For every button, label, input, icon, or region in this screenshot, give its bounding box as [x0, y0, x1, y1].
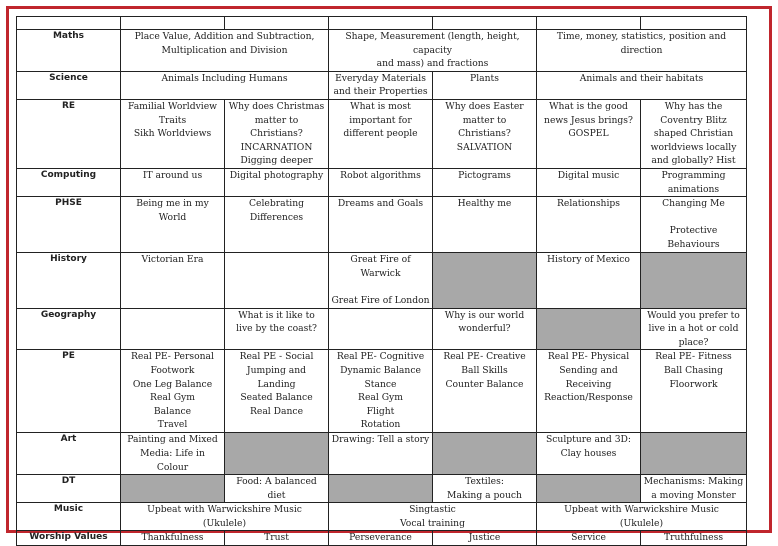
topic-cell [225, 308, 329, 350]
header-cell [537, 17, 641, 30]
header-cell [121, 17, 225, 30]
header-cell [17, 17, 121, 30]
subject-label: History [17, 253, 121, 308]
curriculum-table-body [17, 17, 747, 546]
shaded-cell [537, 308, 641, 350]
topic-text: Real PE- Physical Sending and Receiving Reaction/Response [544, 351, 633, 404]
topic-cell [641, 168, 747, 196]
topic-text: Changing Me Protective Behaviours [662, 198, 725, 250]
topic-cell [225, 168, 329, 196]
topic-cell [329, 30, 537, 72]
shaded-cell [641, 253, 747, 308]
topic-cell [641, 350, 747, 433]
topic-text: What is it like to live by the coast? [236, 309, 317, 335]
topic-text: Real PE- Fitness Ball Chasing Floorwork [655, 351, 732, 390]
topic-cell [329, 350, 433, 433]
topic-cell [225, 531, 329, 546]
subject-label: Computing [17, 168, 121, 196]
shaded-cell [641, 433, 747, 475]
topic-cell [121, 253, 225, 308]
topic-text: Celebrating Differences [248, 198, 305, 223]
shaded-cell [537, 475, 641, 503]
topic-text: Food: A balanced diet [236, 476, 317, 501]
topic-cell [329, 99, 433, 168]
topic-cell [641, 531, 747, 546]
topic-cell [537, 433, 641, 475]
topic-text: Truthfulness [663, 532, 724, 544]
topic-cell [225, 253, 329, 308]
topic-text: Painting and Mixed Media: Life in Colour [127, 434, 218, 473]
subject-label: Music [17, 503, 121, 531]
topic-cell [537, 71, 747, 99]
topic-cell [433, 71, 537, 99]
curriculum-table [16, 16, 747, 546]
topic-text: Healthy me [457, 198, 512, 210]
topic-cell [433, 531, 537, 546]
subject-label: Worship Values [17, 531, 121, 546]
topic-cell [537, 168, 641, 196]
topic-cell [641, 197, 747, 253]
topic-text: History of Mexico [547, 254, 630, 266]
topic-cell [641, 475, 747, 503]
table-row [17, 308, 747, 350]
topic-text: Familial Worldview Traits Sikh Worldviews [127, 100, 218, 140]
table-row [17, 168, 747, 196]
topic-cell [433, 350, 537, 433]
subject-label: Art [17, 433, 121, 475]
subject-label: PE [17, 350, 121, 433]
shaded-cell [433, 433, 537, 475]
subject-label: Geography [17, 308, 121, 350]
topic-text: Plants [470, 72, 499, 84]
topic-cell [121, 503, 329, 531]
topic-cell [329, 531, 433, 546]
topic-cell [121, 168, 225, 196]
topic-text: Trust [264, 532, 289, 544]
topic-text: Why does Christmas matter to Christians? INCARNATION Digging deeper [228, 100, 325, 167]
table-row [17, 433, 747, 475]
subject-label: Maths [17, 30, 121, 72]
topic-cell [433, 168, 537, 196]
topic-text: Would you prefer to live in a hot or cold place? [647, 309, 740, 348]
topic-text: Relationships [556, 198, 621, 210]
topic-text: Dreams and Goals [337, 198, 424, 210]
topic-cell [641, 308, 747, 350]
header-cell [641, 17, 747, 30]
topic-cell [121, 433, 225, 475]
topic-text: IT around us [142, 169, 203, 181]
topic-text: Real PE- Personal Footwork One Leg Balance Real Gym Balance Travel [131, 351, 214, 431]
topic-text: Drawing: Tell a story [331, 434, 430, 446]
topic-cell [329, 433, 433, 475]
topic-cell [329, 197, 433, 253]
topic-text: Everyday Materials and their Properties [333, 72, 428, 98]
topic-text: Why has the Coventry Blitz shaped Christian worldviews locally and globally? Hist [650, 100, 737, 167]
topic-cell [433, 308, 537, 350]
topic-cell [537, 503, 747, 531]
topic-text: Why does Easter matter to Christians? SALVATION [445, 100, 524, 153]
header-cell [225, 17, 329, 30]
topic-text: Being me in my World [136, 198, 209, 223]
topic-text: Animals Including Humans [161, 72, 288, 84]
shaded-cell [433, 253, 537, 308]
topic-cell [329, 503, 537, 531]
subject-label: RE [17, 99, 121, 168]
topic-text: What is the good news Jesus brings? GOSPEL [544, 100, 633, 140]
topic-cell [329, 308, 433, 350]
topic-cell [329, 168, 433, 196]
topic-text: Textiles: Making a pouch [447, 476, 522, 501]
subject-label: PHSE [17, 197, 121, 253]
topic-cell [537, 253, 641, 308]
topic-cell [225, 197, 329, 253]
topic-cell [121, 71, 329, 99]
table-row [17, 475, 747, 503]
topic-text: Animals and their habitats [579, 72, 704, 84]
topic-cell [121, 308, 225, 350]
topic-cell [433, 475, 537, 503]
topic-cell [537, 350, 641, 433]
topic-text: Why is our world wonderful? [444, 309, 525, 335]
shaded-cell [225, 433, 329, 475]
topic-cell [225, 99, 329, 168]
topic-text: Victorian Era [141, 254, 204, 266]
topic-text: Time, money, statistics, position and direction [556, 31, 727, 56]
topic-text: Great Fire of Warwick Great Fire of London [331, 254, 430, 306]
header-row [17, 17, 747, 30]
topic-text: Thankfulness [141, 532, 204, 544]
topic-text: Robot algorithms [340, 169, 421, 181]
topic-cell [225, 475, 329, 503]
table-row [17, 30, 747, 72]
topic-cell [121, 99, 225, 168]
topic-text: Real PE - Social Jumping and Landing Seated Balance Real Dance [239, 351, 314, 417]
topic-cell [121, 197, 225, 253]
header-cell [329, 17, 433, 30]
topic-cell [121, 350, 225, 433]
topic-text: Singtastic Vocal training [400, 504, 465, 529]
topic-cell [433, 197, 537, 253]
table-row [17, 350, 747, 433]
topic-cell [537, 99, 641, 168]
topic-cell [537, 30, 747, 72]
topic-text: Upbeat with Warwickshire Music (Ukulele) [564, 504, 719, 529]
topic-cell [225, 350, 329, 433]
topic-text: Mechanisms: Making a moving Monster [643, 476, 744, 501]
topic-text: What is most important for different people [343, 100, 418, 140]
subject-label: DT [17, 475, 121, 503]
header-cell [433, 17, 537, 30]
topic-cell [121, 30, 329, 72]
topic-text: Upbeat with Warwickshire Music (Ukulele) [147, 504, 302, 529]
topic-cell [329, 71, 433, 99]
topic-cell [121, 531, 225, 546]
topic-text: Service [571, 532, 606, 544]
topic-cell [329, 253, 433, 308]
topic-text: Pictograms [458, 169, 511, 181]
topic-text: Digital music [557, 169, 620, 181]
topic-cell [537, 531, 641, 546]
topic-text: Real PE- Cognitive Dynamic Balance Stance Real Gym Flight Rotation [336, 351, 425, 431]
table-row [17, 197, 747, 253]
topic-text: Programming animations [661, 169, 726, 195]
table-row [17, 71, 747, 99]
topic-text: Digital photography [229, 169, 324, 181]
topic-text: Real PE- Creative Ball Skills Counter Balance [443, 351, 526, 390]
shaded-cell [121, 475, 225, 503]
topic-text: Sculpture and 3D: Clay houses [545, 434, 632, 459]
topic-text: Justice [468, 532, 501, 544]
topic-text: Perseverance [349, 532, 412, 544]
topic-text: Place Value, Addition and Subtraction, Multiplication and Division [134, 31, 315, 56]
topic-cell [641, 99, 747, 168]
table-row [17, 531, 747, 546]
topic-cell [433, 99, 537, 168]
table-row [17, 253, 747, 308]
table-row [17, 99, 747, 168]
subject-label: Science [17, 71, 121, 99]
topic-text: Shape, Measurement (length, height, capacity and mass) and fractions [345, 31, 520, 70]
topic-cell [537, 197, 641, 253]
table-row [17, 503, 747, 531]
shaded-cell [329, 475, 433, 503]
